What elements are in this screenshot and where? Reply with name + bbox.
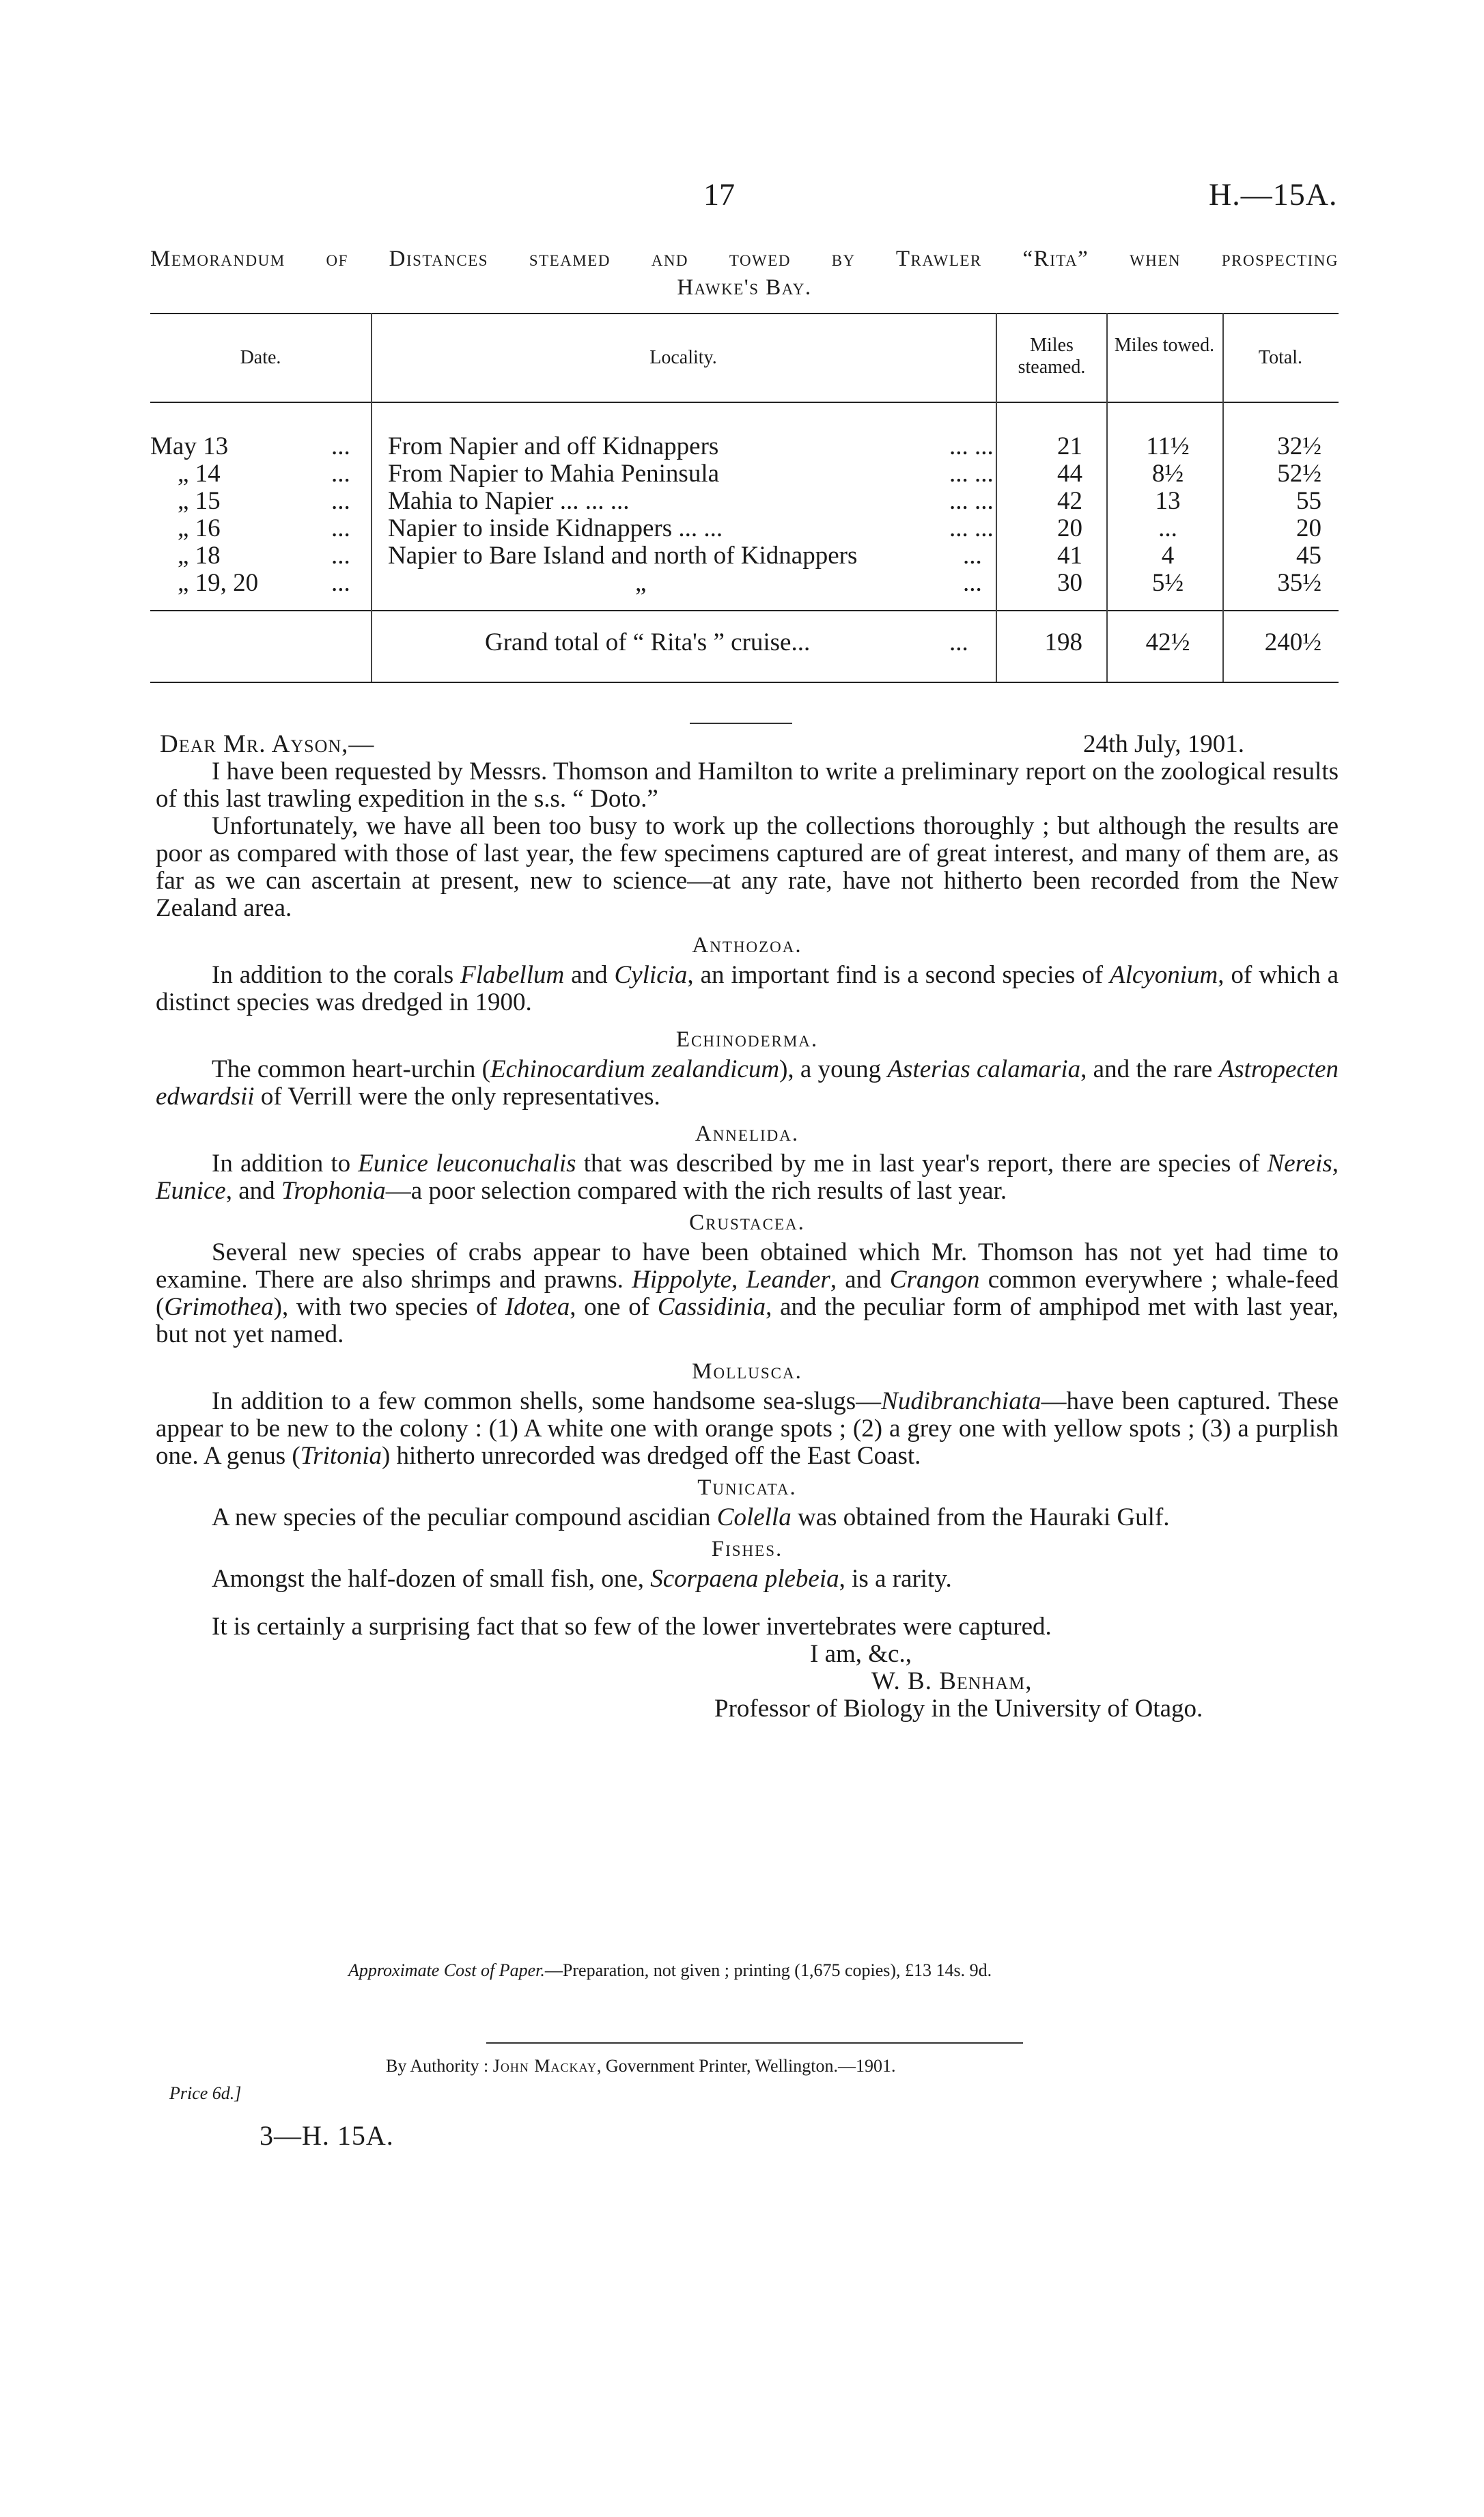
authority-line: By Authority : John Mackay, Government Printer, Wellington.—1901. [386,2056,896,2076]
row-locality: From Napier to Mahia Peninsula [388,460,720,488]
table-row [150,489,1339,514]
letter-body [156,731,1339,1723]
row-total: 52½ [1277,460,1321,488]
row-towed: ... [1158,514,1177,542]
section-heading: Tunicata. [697,1475,797,1500]
row-total: 32½ [1277,432,1321,460]
row-steamed: 21 [1057,432,1082,460]
grand-total-total: 240½ [1264,628,1321,656]
section-divider [690,723,792,724]
row-leader-dots: ... ... [949,487,994,515]
row-total: 45 [1296,542,1321,570]
table-total-rule [150,610,1339,611]
row-steamed: 42 [1057,487,1082,515]
section-heading: Crustacea. [689,1210,805,1235]
row-leader-dots: ... ... [949,432,994,460]
row-total: 55 [1296,487,1321,515]
document-code: 3—H. 15A. [260,2120,394,2151]
header-total: Total. [1258,347,1303,368]
cost-label: Approximate Cost of Paper. [348,1960,545,1980]
row-steamed: 30 [1057,569,1082,597]
header-miles-towed: Miles towed. [1114,335,1215,356]
page-number: 17 [703,177,735,212]
mollusca-paragraph: In addition to a few common shells, some handsome sea-slugs—Nudibranchiata—have been captured. These appear to be new to the colony : (1) A white one with orange spots ; (2) a grey one with yellow spots ; (3) a purplish one. A genus (Tritonia) hitherto unrecorded was dredged off the East Coast. [156,1387,1339,1470]
row-leader-dots: ... ... [949,460,994,488]
row-date: „ 14 [178,460,221,488]
row-towed: 11½ [1146,432,1190,460]
row-leader-dots: ... [331,569,350,597]
row-total: 20 [1296,514,1321,542]
signature: W. B. Benham, [871,1667,1033,1695]
echinoderma-paragraph: The common heart-urchin (Echinocardium zealandicum), a young Asterias calamaria, and the rare Astropecten edwardsii of Verrill were the only representatives. [156,1055,1339,1111]
table-title [150,245,1339,302]
section-heading: Anthozoa. [692,933,802,958]
closing-paragraph: It is certainly a surprising fact that so few of the lower invertebrates were captured. [212,1613,1052,1641]
sign-off: I am, &c., [810,1640,912,1668]
letter-date: 24th July, 1901. [1083,730,1245,758]
row-leader-dots: ... [331,432,350,460]
row-towed: 5½ [1151,569,1184,597]
row-steamed: 20 [1057,514,1082,542]
header-locality: Locality. [649,347,717,368]
table-top-rule [150,313,1339,314]
document-reference: H.—15A. [1209,177,1338,212]
grand-total-towed: 42½ [1145,628,1190,656]
row-leader-dots: ... [331,460,350,488]
row-towed: 4 [1161,542,1175,570]
section-heading: Mollusca. [692,1359,802,1384]
cost-text: —Preparation, not given ; printing (1,675 copies), £13 14s. 9d. [544,1960,992,1980]
tunicata-paragraph: A new species of the peculiar compound ascidian Colella was obtained from the Hauraki Gulf. [212,1503,1170,1531]
table-bottom-rule [150,682,1339,683]
annelida-paragraph: In addition to Eunice leuconuchalis that was described by me in last year's report, there are species of Nereis, Eunice, and Trophonia—a poor selection compared with the rich results of last year. [156,1150,1339,1205]
row-leader-dots: ... [963,569,982,597]
header-date: Date. [240,347,281,368]
section-heading: Fishes. [711,1537,783,1561]
section-heading: Annelida. [695,1122,800,1146]
signature-title: Professor of Biology in the University of Otago. [714,1695,1203,1723]
price: Price 6d.] [169,2083,242,2103]
row-leader-dots: ... [331,542,350,570]
row-locality: Napier to Bare Island and north of Kidnappers [388,542,858,570]
row-total: 35½ [1277,569,1321,597]
table-row [150,434,1339,459]
table-row [150,571,1339,596]
intro-paragraph: Unfortunately, we have all been too busy to work up the collections thoroughly ; but although the results are poor as compared with those of last year, the few specimens captured are of great interest, and many of them are, as far as we can ascertain at present, new to science—at any rate, have not hitherto been recorded from the New Zealand area. [156,812,1339,922]
intro-paragraph: I have been requested by Messrs. Thomson and Hamilton to write a preliminary report on the zoological results of this last trawling expedition in the s.s. “ Doto.” [156,757,1339,813]
row-date: „ 18 [178,542,221,570]
cost-of-paper [348,1960,1236,1981]
row-leader-dots: ... [331,487,350,515]
table-title-line2: Hawke's Bay. [677,275,812,300]
section-heading: Echinoderma. [675,1027,819,1052]
table-row [150,516,1339,541]
grand-total-row [150,630,1339,655]
grand-total-label: Grand total of “ Rita's ” cruise... [485,628,811,656]
anthozoa-paragraph: In addition to the corals Flabellum and Cylicia, an important find is a second species of Alcyonium, of which a distinct species was dredged in 1900. [156,961,1339,1016]
table-header-rule [150,402,1339,403]
row-steamed: 44 [1057,460,1082,488]
crustacea-paragraph: Several new species of crabs appear to have been obtained which Mr. Thomson has not yet had time to examine. There are also shrimps and prawns. Hippolyte, Leander, and Crangon common everywhere ; whale-feed (Grimothea), with two species of Idotea, one of Cassidinia, and the peculiar form of amphipod met with last year, but not yet named. [156,1238,1339,1348]
fishes-paragraph: Amongst the half-dozen of small fish, one, Scorpaena plebeia, is a rarity. [212,1565,952,1593]
row-date: „ 19, 20 [178,569,259,597]
row-leader-dots: ... [331,514,350,542]
row-locality: „ [635,569,647,597]
row-towed: 13 [1155,487,1181,515]
row-leader-dots: ... ... [949,514,994,542]
grand-total-steamed: 198 [1044,628,1082,656]
salutation: Dear Mr. Ayson,— [160,730,375,758]
table-row [150,544,1339,568]
row-date: „ 16 [178,514,221,542]
table-title-line1: Memorandum of Distances steamed and towed by Trawler “Rita” when prospecting [150,247,1339,271]
row-date: May 13 [150,432,229,460]
letter-heading [156,731,1339,758]
row-towed: 8½ [1151,460,1184,488]
row-steamed: 41 [1057,542,1082,570]
header-miles-steamed: Miles steamed. [1018,335,1086,378]
row-locality: Mahia to Napier ... ... ... [388,487,630,515]
row-locality: Napier to inside Kidnappers ... ... [388,514,723,542]
row-locality: From Napier and off Kidnappers [388,432,719,460]
row-date: „ 15 [178,487,221,515]
table-row [150,462,1339,486]
row-leader-dots: ... [949,628,968,656]
row-leader-dots: ... [963,542,982,570]
footer-rule [486,2042,1023,2044]
